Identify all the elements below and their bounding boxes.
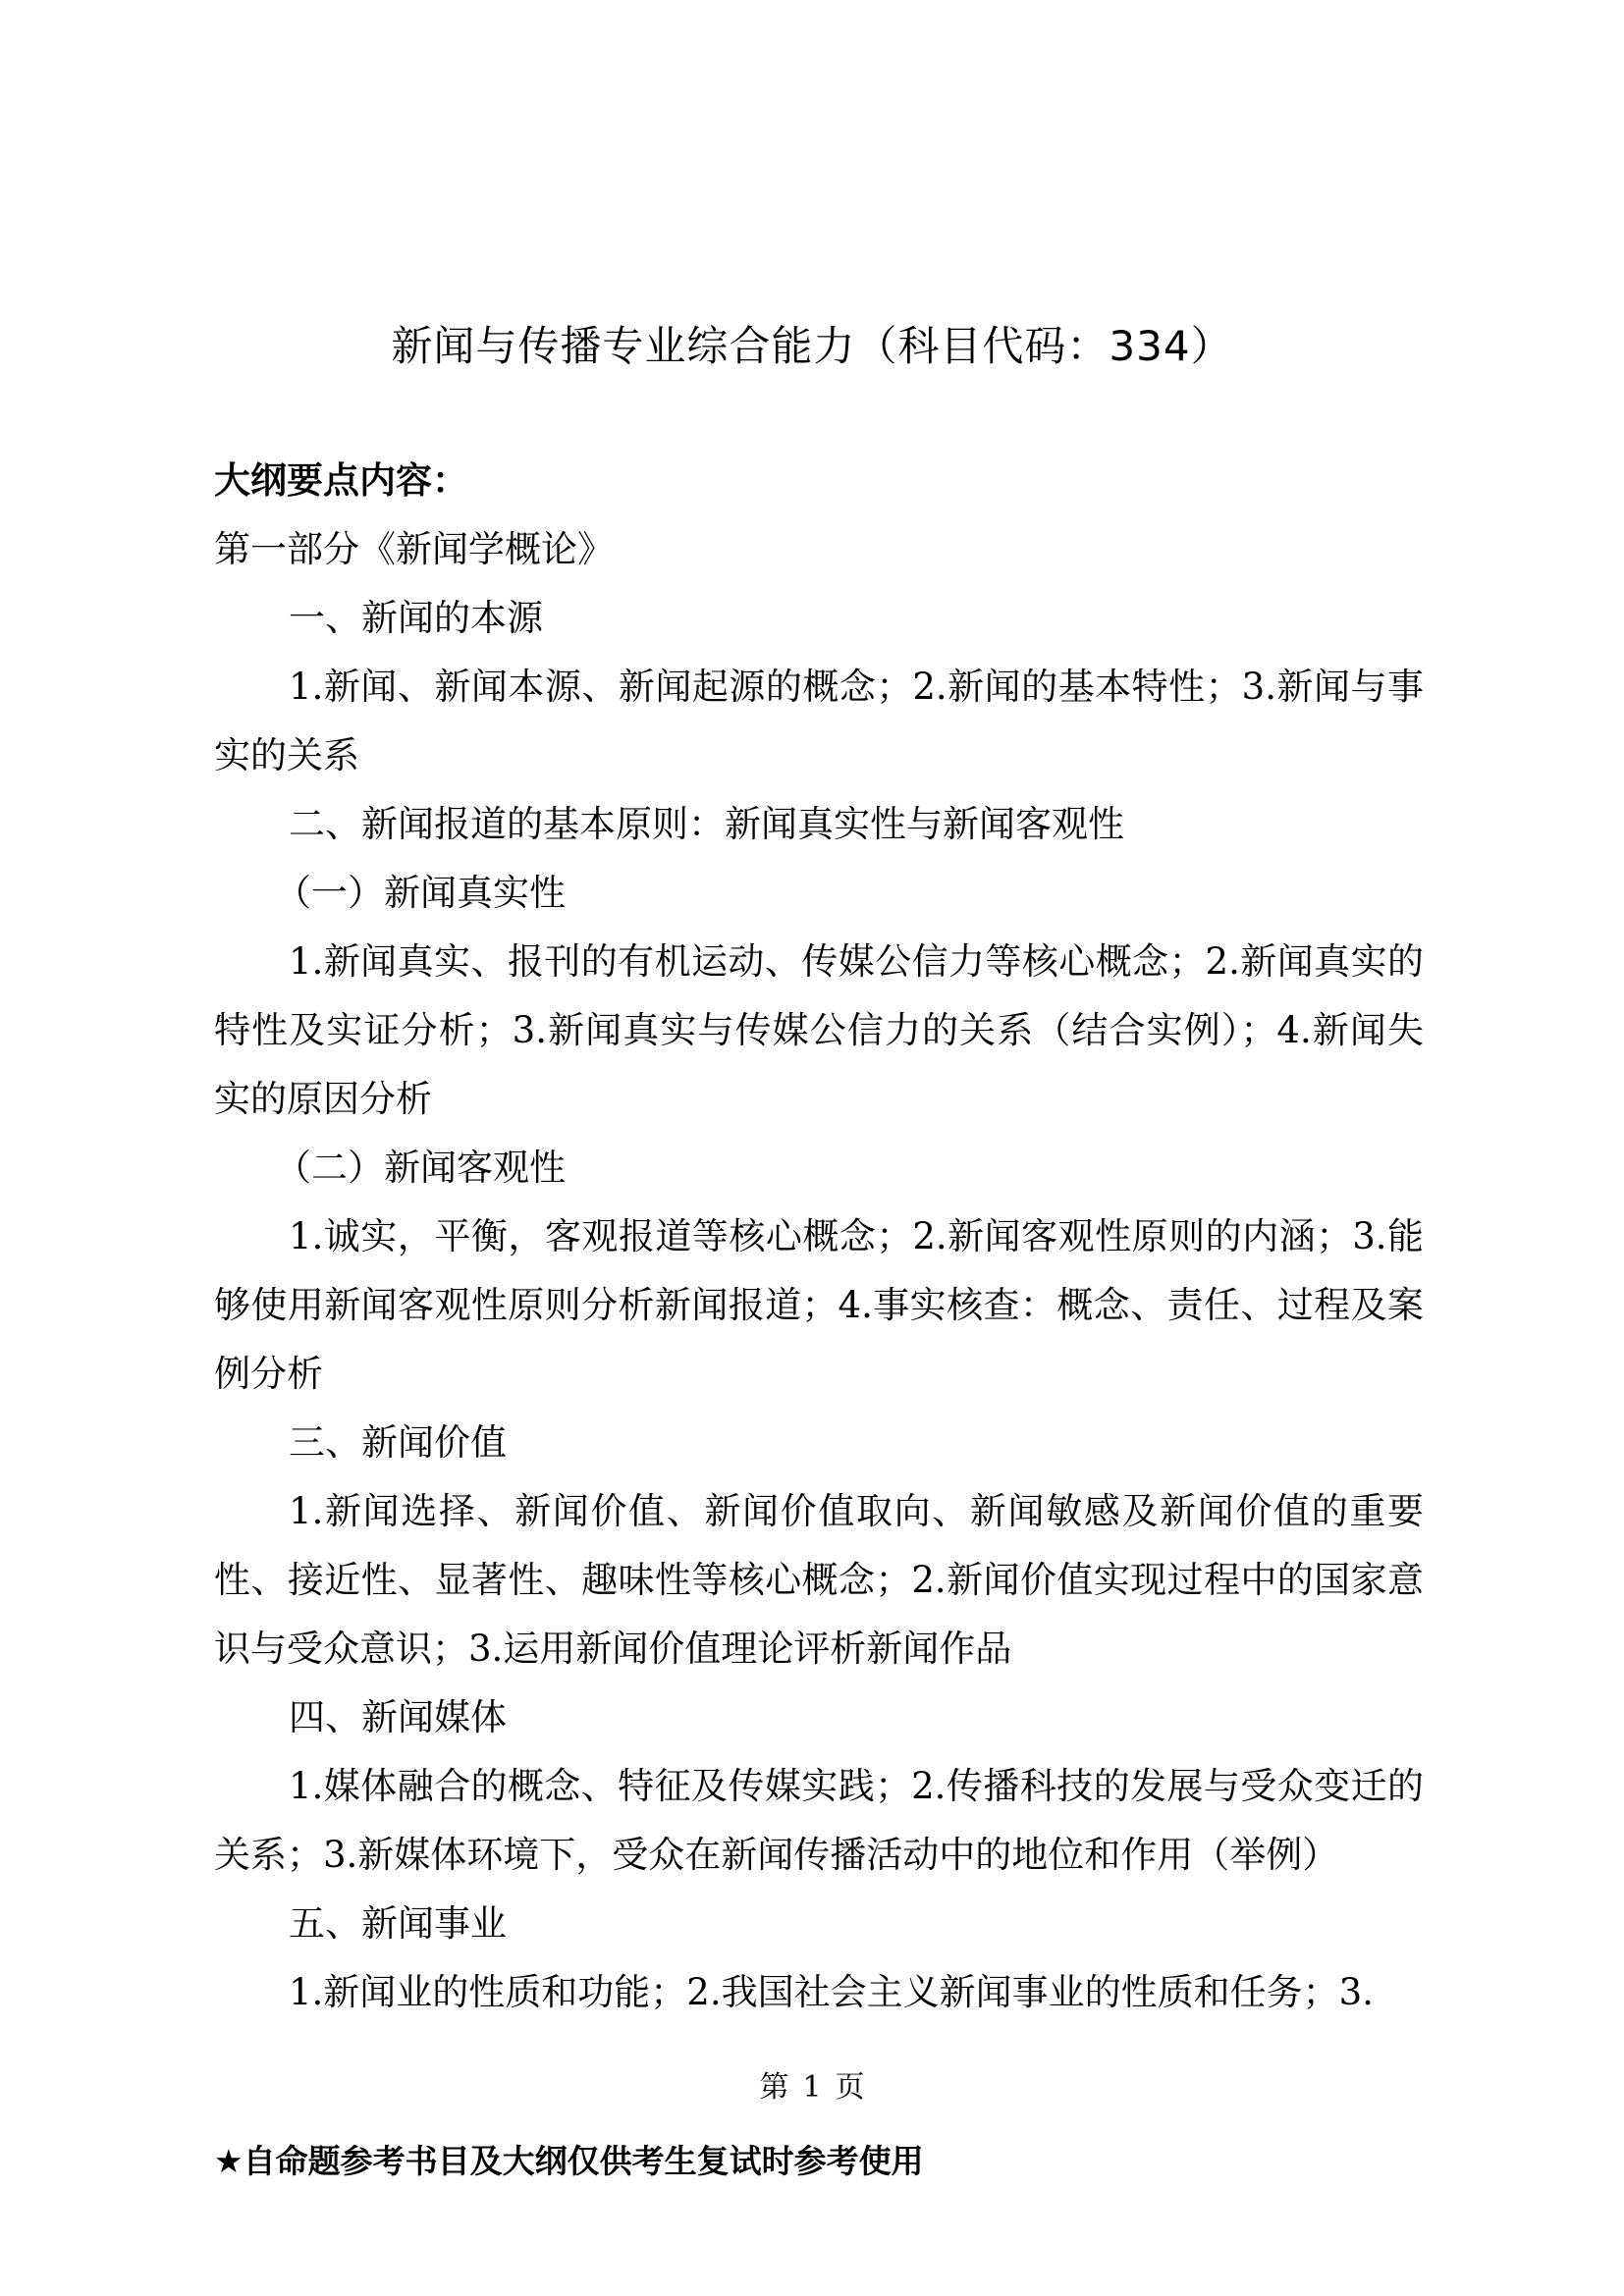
page-number-prefix: 第 bbox=[759, 2070, 789, 2105]
page-number bbox=[0, 2063, 1624, 2112]
section-heading-5: 五、新闻事业 bbox=[289, 1902, 507, 1945]
section-heading-3: 三、新闻价值 bbox=[289, 1421, 507, 1464]
document-title: 新闻与传播专业综合能力（科目代码：334） bbox=[391, 322, 1233, 370]
section-text-5: 1.新闻业的性质和功能；2.我国社会主义新闻事业的性质和任务；3. bbox=[289, 1971, 1374, 2013]
part-heading: 第一部分《新闻学概论》 bbox=[214, 528, 614, 570]
section-heading-4: 四、新闻媒体 bbox=[289, 1696, 507, 1738]
section-heading-1: 一、新闻的本源 bbox=[289, 597, 543, 639]
page-number-value: 1 bbox=[802, 2070, 822, 2105]
section-text-1: 1.新闻、新闻本源、新闻起源的概念；2.新闻的基本特性；3.新闻与事实的关系 bbox=[214, 666, 1424, 776]
subsection-heading-2-2: （二）新闻客观性 bbox=[275, 1147, 566, 1189]
outline-heading: 大纲要点内容： bbox=[214, 459, 468, 502]
subsection-text-2-1: 1.新闻真实、报刊的有机运动、传媒公信力等核心概念；2.新闻真实的特性及实证分析；3.新闻真实与传媒公信力的关系（结合实例）；4.新闻失实的原因分析 bbox=[214, 940, 1424, 1120]
subsection-text-2-2: 1.诚实，平衡，客观报道等核心概念；2.新闻客观性原则的内涵；3.能够使用新闻客观性原则分析新闻报道；4.事实核查：概念、责任、过程及案例分析 bbox=[214, 1215, 1424, 1395]
document-body bbox=[214, 447, 1424, 2027]
footer-note: ★自命题参考书目及大纲仅供考生复试时参考使用 bbox=[214, 2142, 924, 2180]
section-heading-2: 二、新闻报道的基本原则：新闻真实性与新闻客观性 bbox=[289, 803, 1124, 845]
subsection-heading-2-1: （一）新闻真实性 bbox=[275, 872, 566, 914]
section-text-4: 1.媒体融合的概念、特征及传媒实践；2.传播科技的发展与受众变迁的关系；3.新媒体环境下，受众在新闻传播活动中的地位和作用（举例） bbox=[214, 1765, 1424, 1876]
section-text-3: 1.新闻选择、新闻价值、新闻价值取向、新闻敏感及新闻价值的重要性、接近性、显著性、趣味性等核心概念；2.新闻价值实现过程中的国家意识与受众意识；3.运用新闻价值理论评析新闻作品 bbox=[214, 1490, 1424, 1670]
page-number-suffix: 页 bbox=[835, 2070, 865, 2105]
